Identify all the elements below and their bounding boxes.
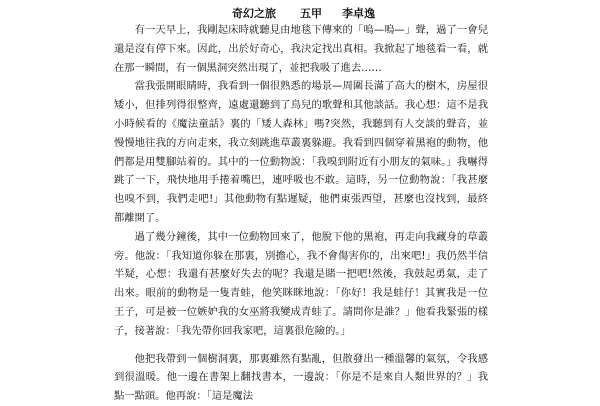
paragraph-1: 有一天早上，我剛起床時就聽見由地毯下傳來的「嗚—嗚—」聲，過了一會兒還是沒有停下來。因此，出於好奇心，我決定找出真相。我掀起了地毯看一看，就在那一瞬間，有一個黑洞突然出現了，並把我吸了進去…… <box>114 24 488 74</box>
class-label: 五甲 <box>300 7 322 20</box>
paragraph-4: 他把我帶到一個樹洞裏，那裏雖然有點亂，但散發出一種溫馨的氣氛，令我感到很溫暖。他一邊在書架上翻找書本，一邊說：「你是不是來自人類世界的？」我點一點頭。他再說：「這是魔法 <box>114 352 488 403</box>
document-header <box>0 3 600 21</box>
essay-title: 奇幻之旅 <box>232 7 276 20</box>
paragraph-3: 過了幾分鐘後，其中一位動物回來了，他脫下他的黑袍，再走向我藏身的草叢旁。他說：「我知道你躲在那裏，別擔心，我不會傷害你的，出來吧!」我仍然半信半疑，心想：我還有甚麼好失去的呢？我還是賭一把吧!然後，我鼓起勇氣，走了出來。眼前的動物是一隻青蛙，他笑眯眯地說：「你好！我是蛙仔！其實我是一位王子，可是被一位嫉妒我的女巫將我變成青蛙了。請問你是誰？」他看我緊張的樣子，接著說：「我先帶你回我家吧，這裏很危險的。」 <box>114 230 488 337</box>
paragraph-spacer <box>114 341 488 350</box>
paragraph-2: 當我張開眼睛時，我看到一個很熟悉的場景—周圍長滿了高大的樹木，房屋很矮小，但排列得很整齊，遠處還聽到了鳥兒的歌聲和其他談話。我心想：這不是我小時候看的《魔法童話》裏的「矮人森林」嗎?突然，我聽到有人交談的聲音，並慢慢地往我的方向走來，我立刻跳進草叢裏躲避。我看到四個穿着黑袍的動物，他們都是用雙腳站着的。其中的一位動物說：「我嗅到附近有小朋友的氣味。」我嚇得跳了一下，飛快地用手捲着嘴巴，連呼吸也不敢。這時，另一位動物說：「我甚麼也嗅不到，我們走吧!」其他動物有點遲疑，他們東張西望，甚麼也沒找到，最終都離開了。 <box>114 80 488 224</box>
essay-body <box>114 21 488 406</box>
author-name: 李卓逸 <box>342 7 375 20</box>
